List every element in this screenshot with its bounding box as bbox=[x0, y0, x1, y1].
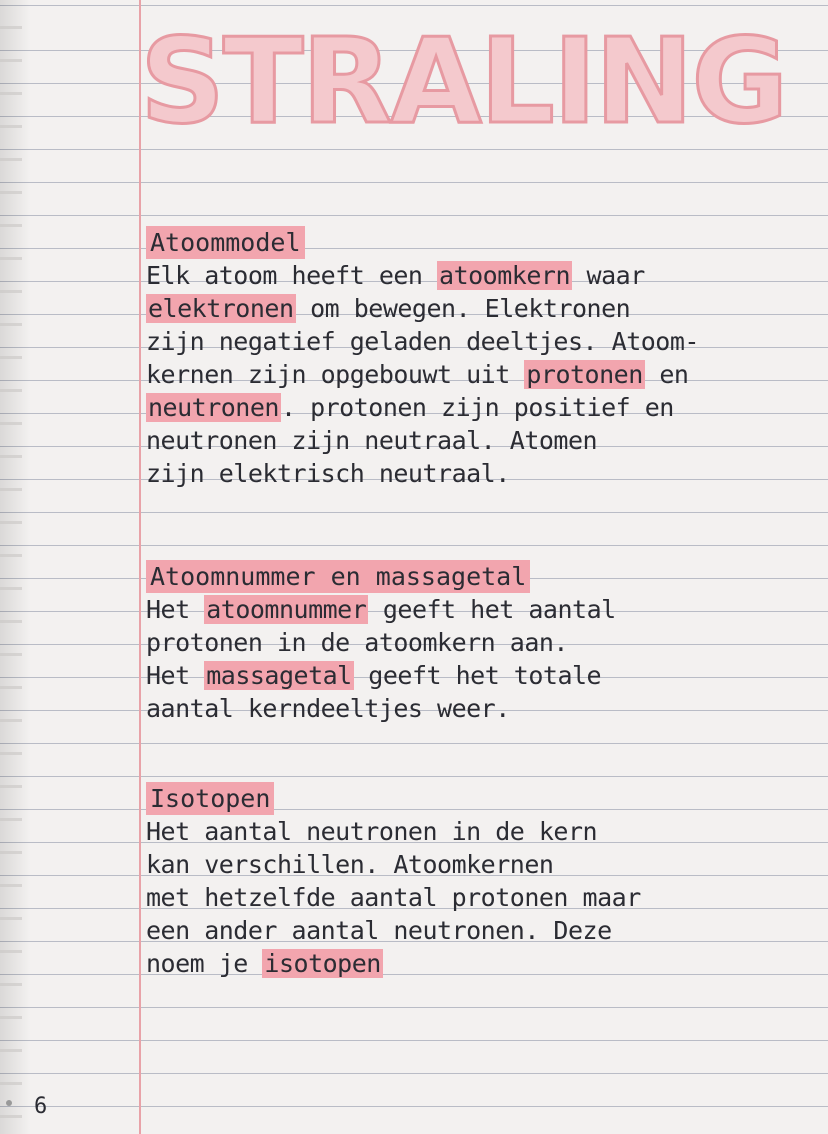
text-line: neutronen. protonen zijn positief en bbox=[148, 393, 674, 422]
highlighted-term: neutronen bbox=[148, 393, 279, 422]
highlighted-term: atoomkern bbox=[439, 261, 570, 290]
page-number: 6 bbox=[34, 1094, 48, 1119]
text-line: kan verschillen. Atoomkernen bbox=[146, 850, 554, 879]
text-line: aantal kerndeeltjes weer. bbox=[146, 694, 510, 723]
text-line: Het aantal neutronen in de kern bbox=[146, 817, 598, 846]
text-line: Het atoomnummer geeft het aantal bbox=[146, 595, 616, 624]
text-line: kernen zijn opgebouwt uit protonen en bbox=[146, 360, 689, 389]
text-line: zijn elektrisch neutraal. bbox=[146, 459, 510, 488]
highlighted-term: atoomnummer bbox=[206, 595, 367, 624]
highlighted-term: massagetal bbox=[206, 661, 352, 690]
margin-line bbox=[139, 0, 141, 1134]
page-binding-edge bbox=[0, 0, 22, 1134]
section-atoommodel bbox=[146, 226, 699, 490]
text-line: zijn negatief geladen deeltjes. Atoom- bbox=[146, 327, 699, 356]
text-line: neutronen zijn neutraal. Atomen bbox=[146, 426, 598, 455]
section-heading: Atoomnummer en massagetal bbox=[146, 560, 530, 593]
section-isotopen bbox=[146, 782, 641, 980]
highlighted-term: elektronen bbox=[148, 294, 294, 323]
text-line: Elk atoom heeft een atoomkern waar bbox=[146, 261, 645, 290]
highlighted-term: protonen bbox=[526, 360, 643, 389]
section-heading: Isotopen bbox=[146, 782, 274, 815]
text-line: met hetzelfde aantal protonen maar bbox=[146, 883, 641, 912]
text-line: elektronen om bewegen. Elektronen bbox=[148, 294, 631, 323]
highlighted-term: isotopen bbox=[264, 949, 381, 978]
text-line: Het massagetal geeft het totale bbox=[146, 661, 602, 690]
section-heading: Atoommodel bbox=[146, 226, 305, 259]
section-body bbox=[146, 259, 699, 490]
text-line: noem je isotopen bbox=[146, 949, 381, 978]
text-line: een ander aantal neutronen. Deze bbox=[146, 916, 612, 945]
section-body bbox=[146, 593, 616, 725]
section-atoomnummer-massagetal bbox=[146, 560, 616, 725]
text-line: protonen in de atoomkern aan. bbox=[146, 628, 568, 657]
page-corner-mark bbox=[6, 1100, 12, 1106]
section-body bbox=[146, 815, 641, 980]
page-title: STRALING bbox=[140, 12, 787, 150]
